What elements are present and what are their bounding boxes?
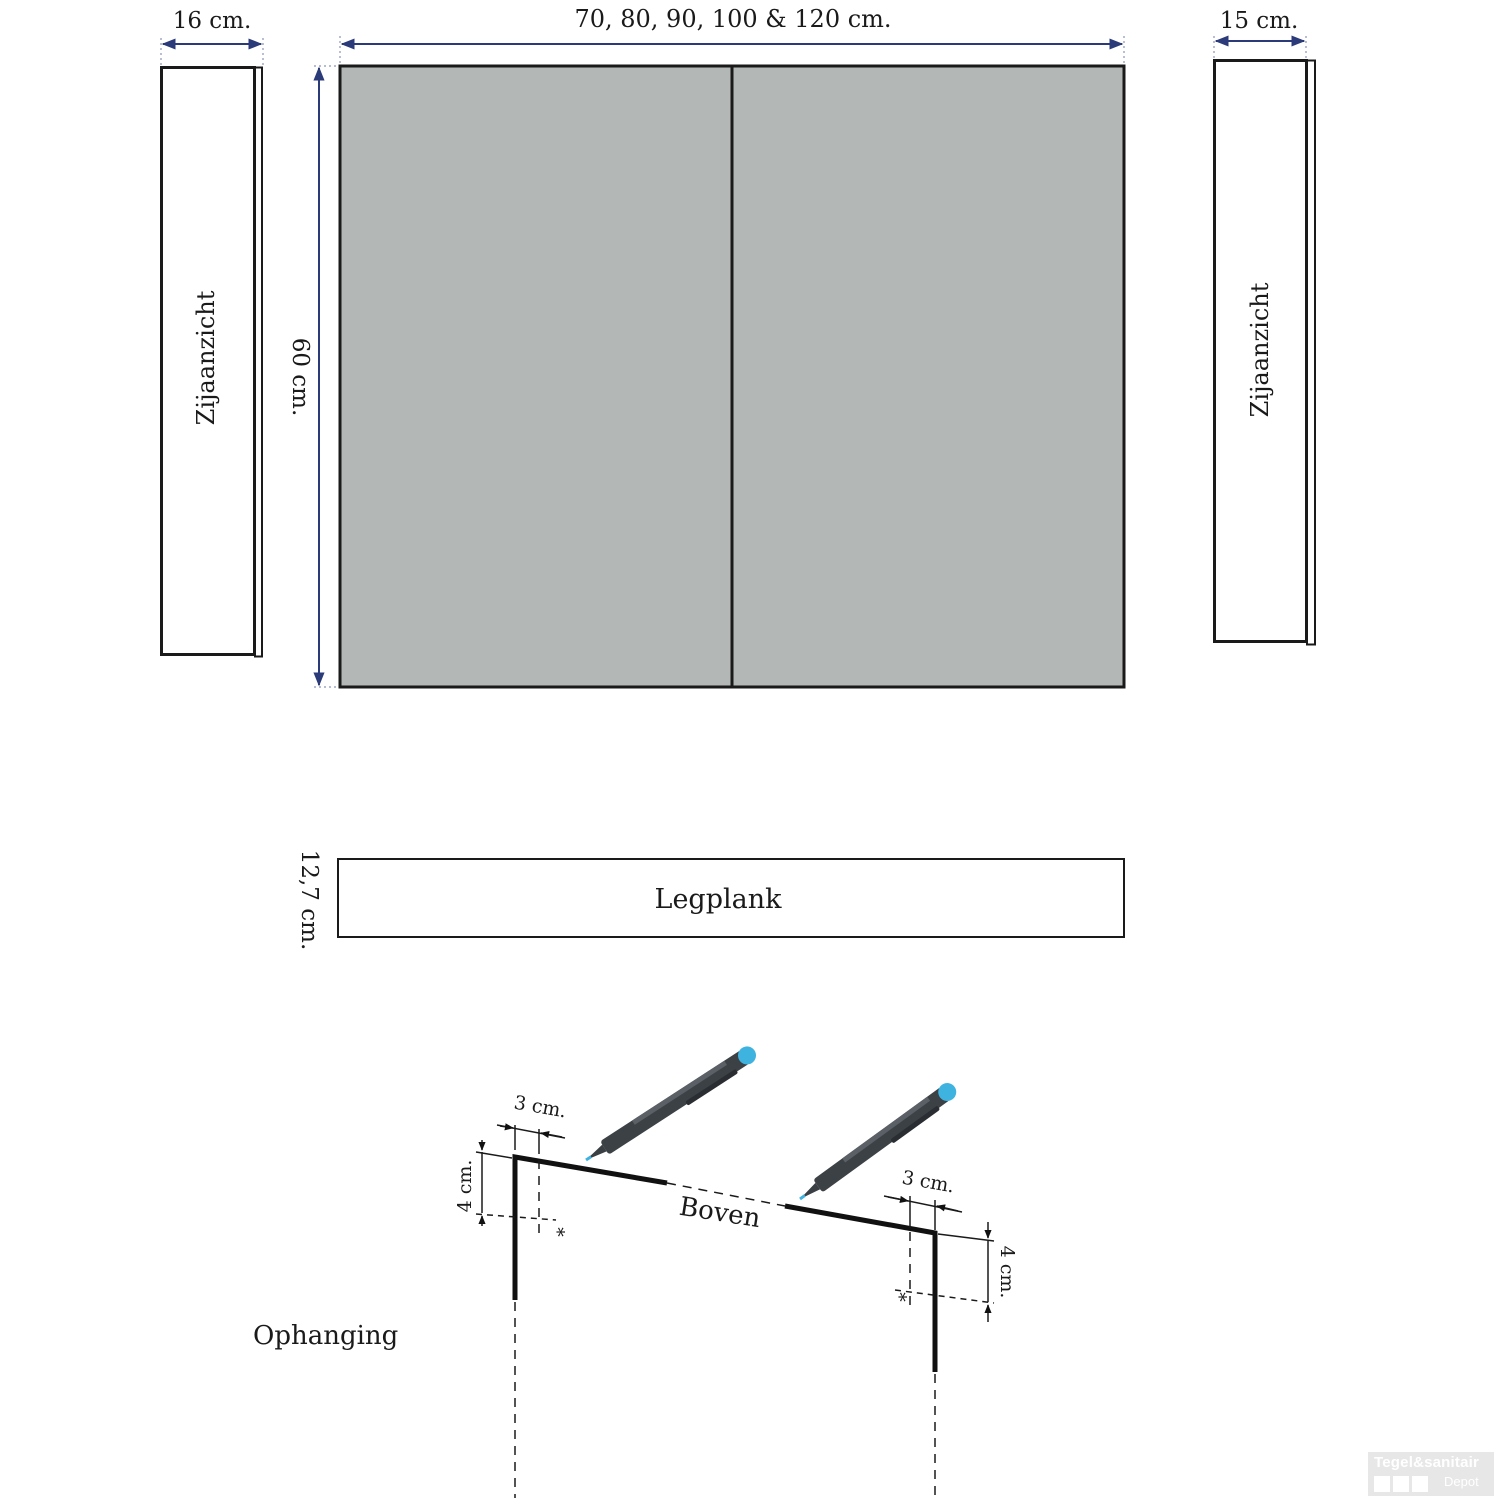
left-mark-symbol: * [546,1227,568,1237]
watermark-brand: Tegel&sanitair [1374,1454,1480,1471]
left-drop-label: 4 cm. [454,1159,476,1213]
top-label: Boven [677,1191,763,1235]
hanging-label: Ophanging [253,1321,399,1351]
left-side-depth-label: 16 cm. [172,8,252,34]
pen-icon [581,1043,760,1168]
shelf-view [296,850,1124,951]
shelf-depth-label: 12,7 cm. [296,849,322,951]
front-view [287,5,1124,687]
watermark-subbrand: Depot [1444,1474,1479,1489]
right-offset-label: 3 cm. [900,1166,957,1198]
left-offset-label: 3 cm. [512,1091,569,1123]
right-side-view-label: Zijaanzicht [1246,282,1274,418]
left-hanging-bracket [515,1157,667,1300]
right-side-depth-label: 15 cm. [1219,8,1299,34]
brand-watermark [1368,1452,1494,1496]
cabinet-width-label: 70, 80, 90, 100 & 120 cm. [574,5,892,33]
right-drop-label: 4 cm. [996,1245,1018,1299]
right-side-view [1214,8,1315,645]
right-mark-symbol: * [888,1292,910,1302]
right-drop-ext [938,1234,994,1241]
right-offset-arrow [888,1197,908,1201]
left-side-view-label: Zijaanzicht [192,290,220,426]
right-offset-arrow [937,1206,958,1211]
left-side-view [161,8,263,657]
right-side-door-edge [1307,61,1315,645]
hanging-instructions [253,1043,1018,1498]
cabinet-height-label: 60 cm. [287,337,313,417]
shelf-label: Legplank [654,884,782,915]
left-side-door-edge [255,68,262,657]
left-offset-arrow [500,1126,513,1128]
right-hanging-bracket [785,1206,935,1372]
watermark-tiles-icon [1374,1476,1431,1497]
left-offset-arrow [541,1133,562,1137]
